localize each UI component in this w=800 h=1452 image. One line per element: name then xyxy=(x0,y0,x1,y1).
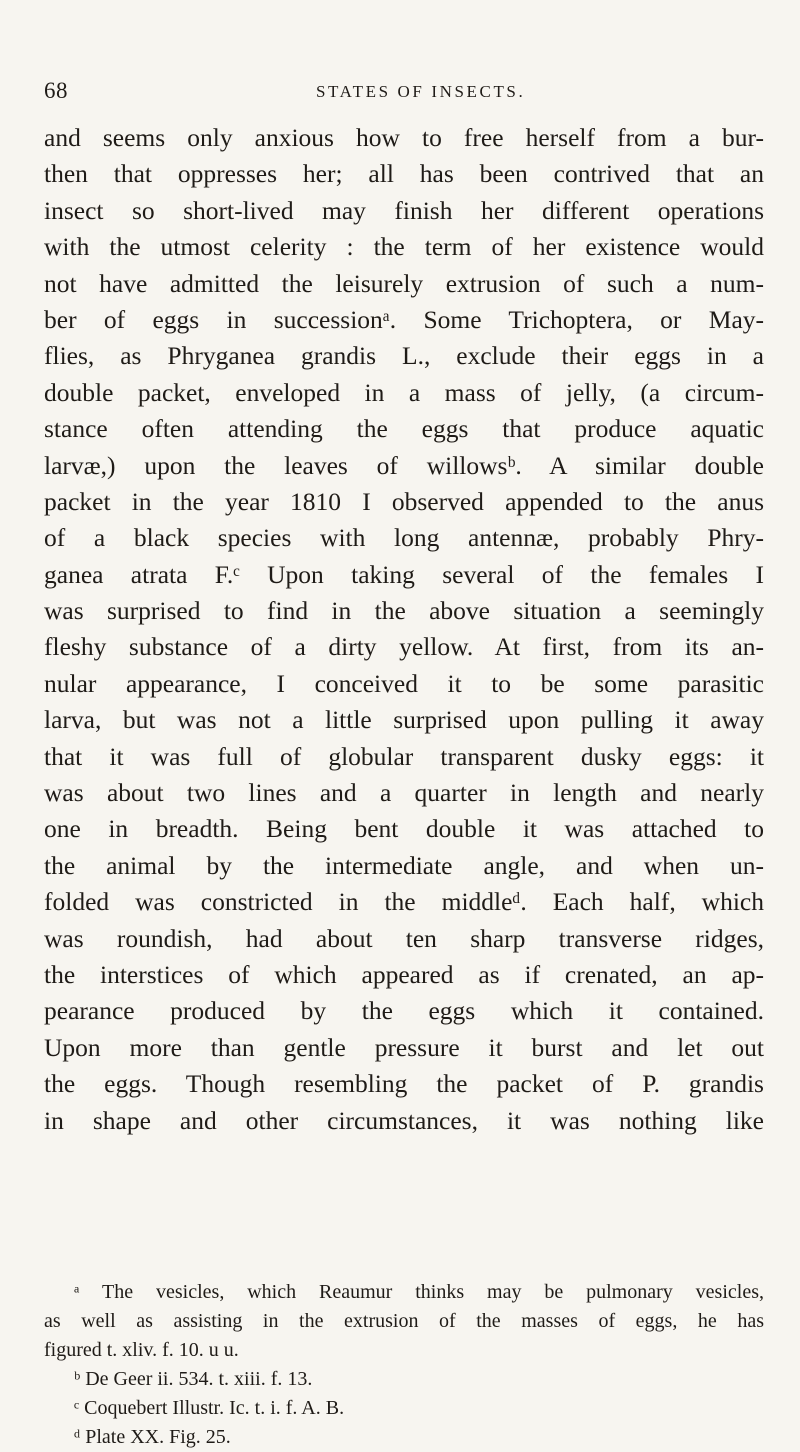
text-line: in shape and other circumstances, it was nothing like xyxy=(44,1105,764,1135)
footnote-b: ᵇ De Geer ii. 534. t. xiii. f. 13. xyxy=(74,1368,313,1390)
text-line: pearance produced by the eggs which it contained. xyxy=(44,996,764,1026)
text-line: folded was constricted in the middleᵈ. Each half, which xyxy=(44,887,764,917)
text-line: was roundish, had about ten sharp transverse ridges, xyxy=(44,923,764,953)
text-line: Upon more than gentle pressure it burst and let out xyxy=(44,1032,764,1062)
text-line: one in breadth. Being bent double it was attached to xyxy=(44,814,764,844)
footnotes xyxy=(44,1278,764,1452)
text-line: not have admitted the leisurely extrusion of such a num- xyxy=(44,268,764,298)
text-line: larva, but was not a little surprised upon pulling it away xyxy=(44,705,764,735)
text-line: larvæ,) upon the leaves of willowsᵇ. A similar double xyxy=(44,450,764,480)
body-text xyxy=(44,120,764,1139)
text-line: double packet, enveloped in a mass of jelly, (a circum- xyxy=(44,377,764,407)
footnote-a-continued: figured t. xliv. f. 10. u u. xyxy=(44,1339,239,1361)
text-line: packet in the year 1810 I observed appended to the anus xyxy=(44,486,764,516)
text-line: that it was full of globular transparent dusky eggs: it xyxy=(44,741,764,771)
text-line: of a black species with long antennæ, probably Phry- xyxy=(44,523,764,553)
running-head: STATES OF INSECTS. xyxy=(316,82,526,101)
text-line: was surprised to find in the above situation a seemingly xyxy=(44,596,764,626)
text-line: insect so short-lived may finish her different operations xyxy=(44,195,764,225)
text-line: flies, as Phryganea grandis L., exclude their eggs in a xyxy=(44,341,764,371)
text-line: stance often attending the eggs that produce aquatic xyxy=(44,414,764,444)
text-line: fleshy substance of a dirty yellow. At first, from its an- xyxy=(44,632,764,662)
footnote-d: ᵈ Plate XX. Fig. 25. xyxy=(74,1426,231,1448)
text-line: with the utmost celerity : the term of her existence would xyxy=(44,232,764,262)
text-line: the eggs. Though resembling the packet of P. grandis xyxy=(44,1069,764,1099)
page-number: 68 xyxy=(44,78,68,103)
text-line: then that oppresses her; all has been contrived that an xyxy=(44,159,764,189)
text-line: ganea atrata F.ᶜ Upon taking several of the females I xyxy=(44,559,764,589)
footnote-c: ᶜ Coquebert Illustr. Ic. t. i. f. A. B. xyxy=(74,1397,345,1419)
text-line: was about two lines and a quarter in length and nearly xyxy=(44,778,764,808)
text-line: ber of eggs in successionᵃ. Some Trichoptera, or May- xyxy=(44,304,764,334)
footnote-a-continued: as well as assisting in the extrusion of the masses of eggs, he has xyxy=(44,1310,764,1332)
text-line: nular appearance, I conceived it to be some parasitic xyxy=(44,668,764,698)
text-line: the interstices of which appeared as if crenated, an ap- xyxy=(44,959,764,989)
text-line: the animal by the intermediate angle, and when un- xyxy=(44,850,764,880)
text-line: and seems only anxious how to free herself from a bur- xyxy=(44,123,764,152)
footnote-a: ᵃ The vesicles, which Reaumur thinks may be pulmonary vesicles, xyxy=(74,1281,764,1303)
